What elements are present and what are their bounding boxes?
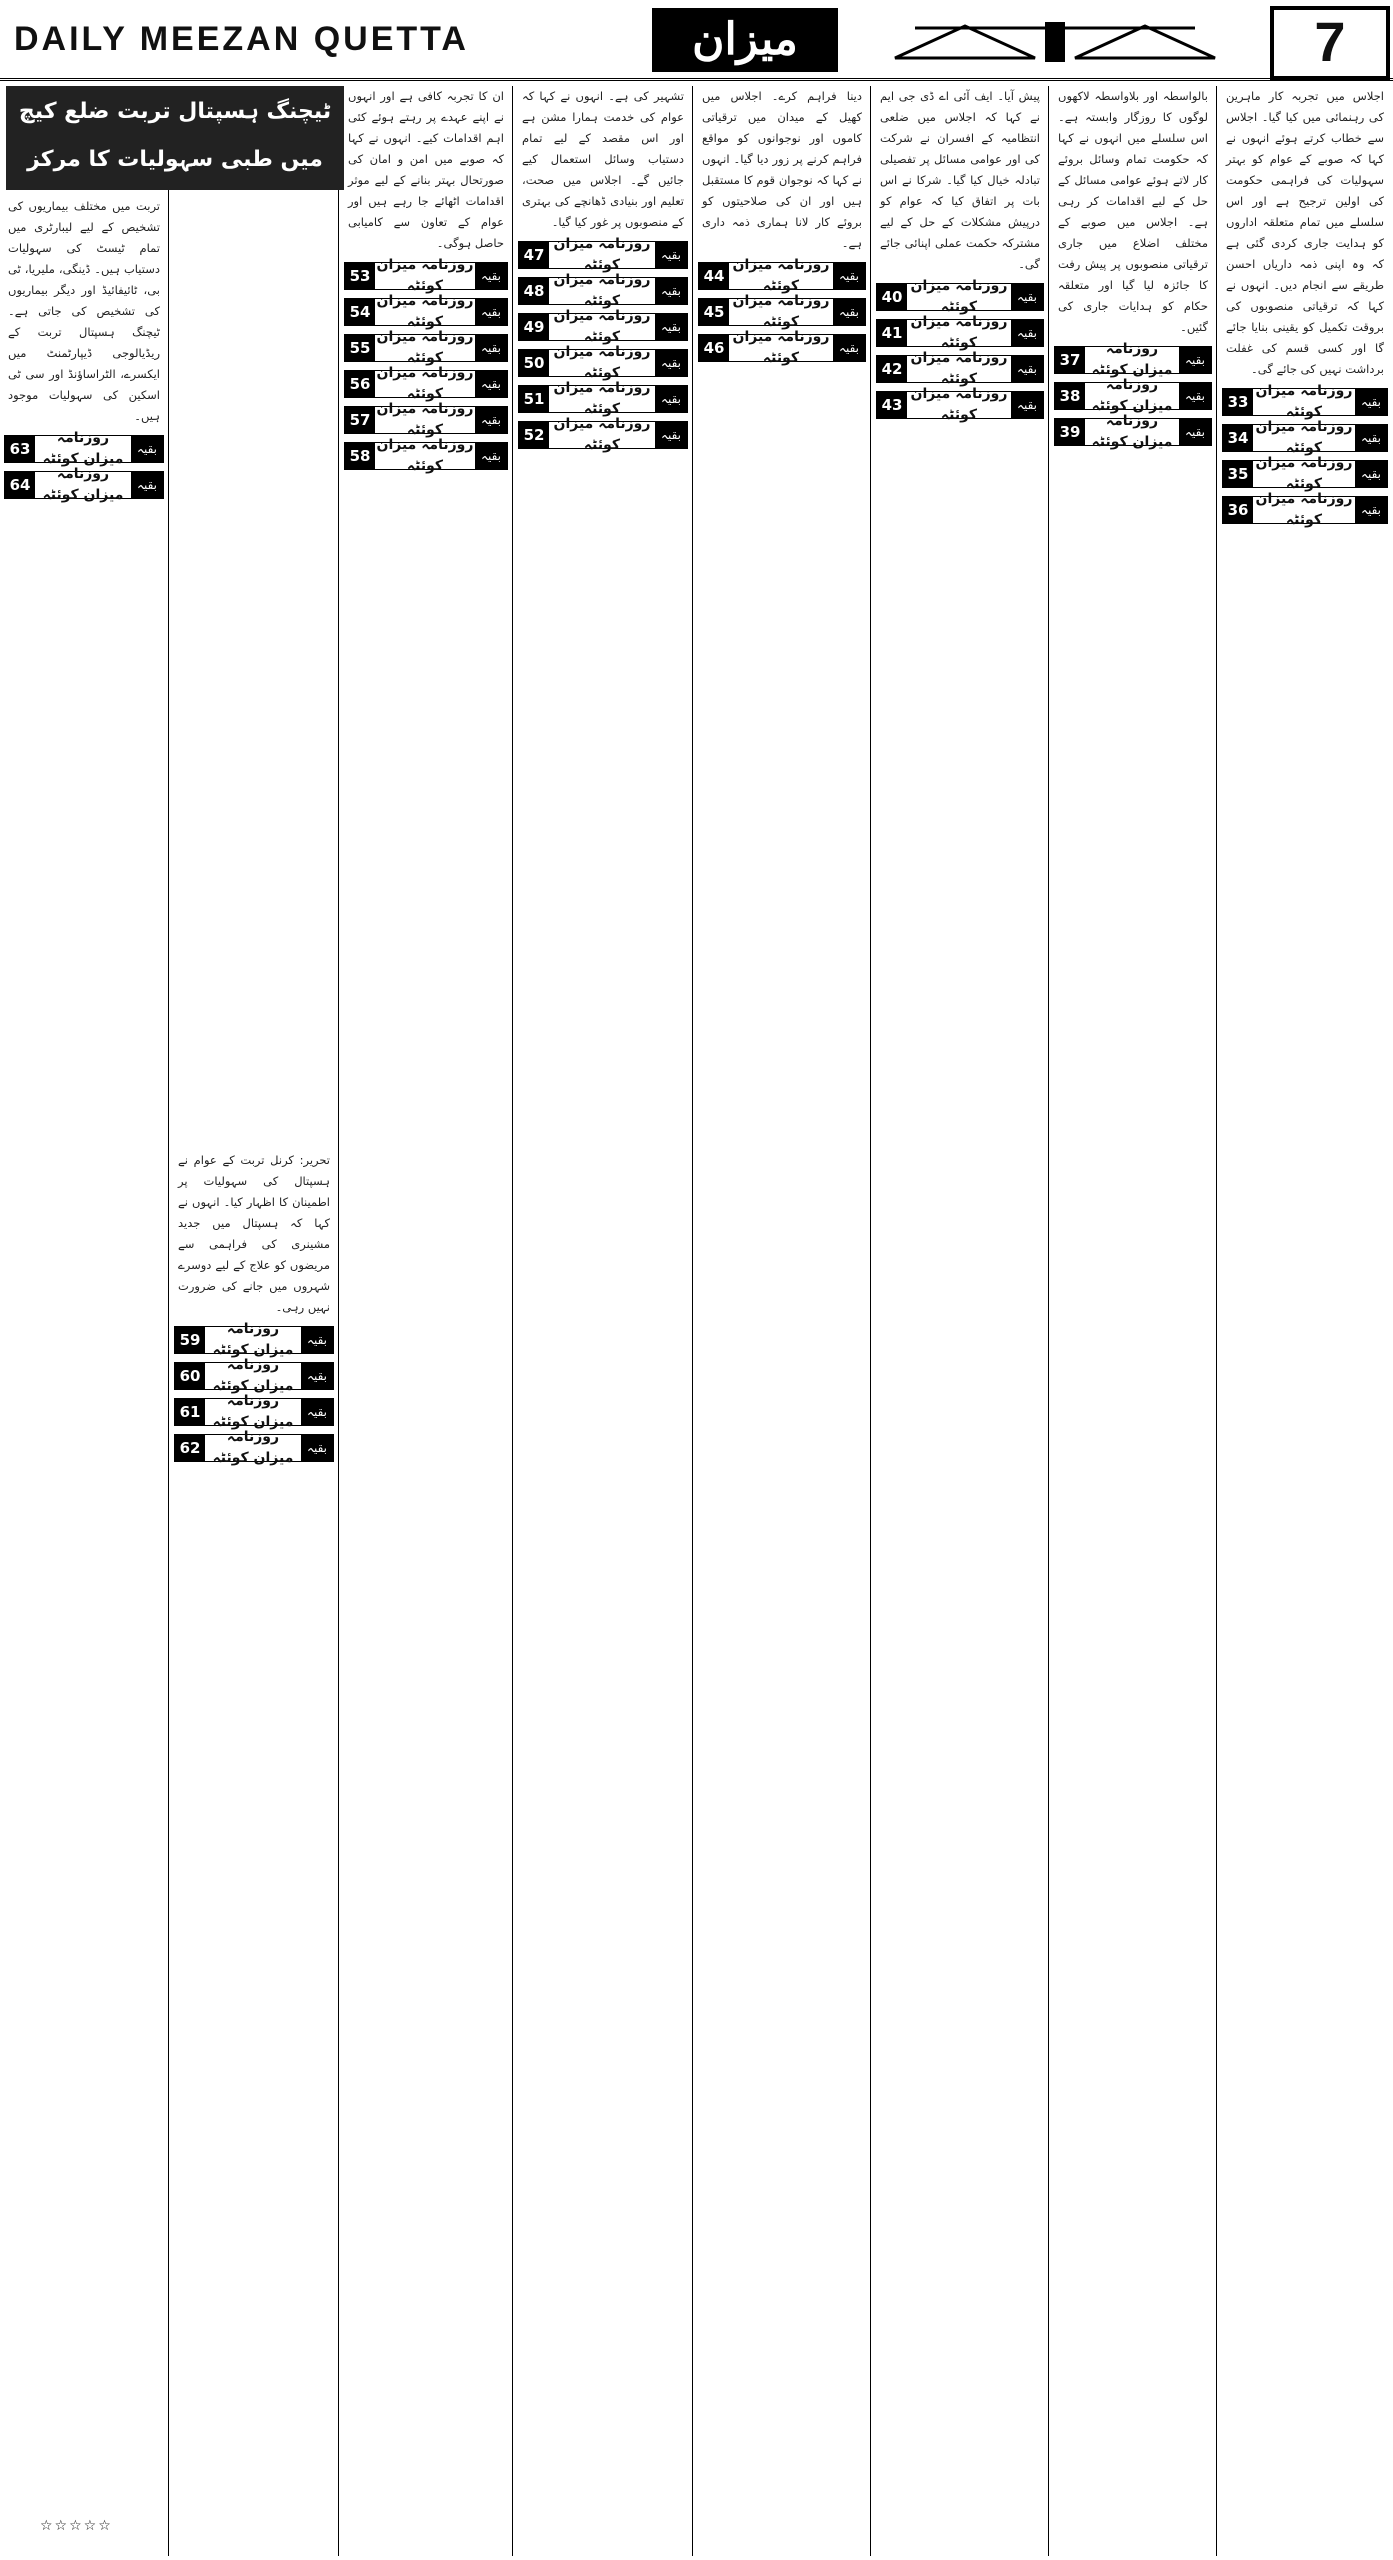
continuation-tag: بقیہ bbox=[131, 436, 163, 462]
continuation-box bbox=[1054, 413, 1212, 450]
continuation-label: روزنامہ میزان کوئٹہ bbox=[1255, 491, 1353, 528]
continuation-tag: بقیہ bbox=[655, 350, 687, 376]
continuation-label: روزنامہ میزان کوئٹہ bbox=[910, 350, 1008, 387]
continuation-box bbox=[344, 365, 508, 402]
continuation-number: 57 bbox=[345, 407, 375, 433]
continuation-label: روزنامہ میزان کوئٹہ bbox=[212, 1321, 294, 1358]
continuation-tag: بقیہ bbox=[833, 263, 865, 289]
continuation-label: روزنامہ میزان کوئٹہ bbox=[553, 308, 651, 345]
column-2 bbox=[1054, 86, 1212, 2556]
continuation-number: 37 bbox=[1055, 347, 1085, 373]
continuation-box bbox=[1222, 455, 1388, 492]
continuation-number: 55 bbox=[345, 335, 375, 361]
continuation-box bbox=[518, 344, 688, 381]
continuation-number: 58 bbox=[345, 443, 375, 469]
continuation-box bbox=[518, 380, 688, 417]
continuation-number: 53 bbox=[345, 263, 375, 289]
continuation-tag: بقیہ bbox=[301, 1399, 333, 1425]
continuation-box bbox=[344, 329, 508, 366]
continuation-tag: بقیہ bbox=[301, 1363, 333, 1389]
continuation-box bbox=[518, 236, 688, 273]
continuation-number: 48 bbox=[519, 278, 549, 304]
continuation-box bbox=[518, 416, 688, 453]
continuation-label: روزنامہ میزان کوئٹہ bbox=[1255, 455, 1353, 492]
continuation-number: 61 bbox=[175, 1399, 205, 1425]
continuation-label: روزنامہ میزان کوئٹہ bbox=[376, 257, 474, 294]
column-4 bbox=[698, 86, 866, 2556]
continuation-box bbox=[1222, 383, 1388, 420]
continuation-label: روزنامہ میزان کوئٹہ bbox=[212, 1357, 294, 1394]
continuation-label: روزنامہ میزان کوئٹہ bbox=[910, 278, 1008, 315]
continuation-label: روزنامہ میزان کوئٹہ bbox=[553, 380, 651, 417]
continuation-label: روزنامہ میزان کوئٹہ bbox=[1091, 413, 1173, 450]
continuation-number: 33 bbox=[1223, 389, 1253, 415]
continuation-tag: بقیہ bbox=[655, 242, 687, 268]
continuation-box bbox=[344, 401, 508, 438]
scales-of-justice-icon bbox=[885, 18, 1225, 66]
continuation-tag: بقیہ bbox=[301, 1435, 333, 1461]
continuation-number: 60 bbox=[175, 1363, 205, 1389]
continuation-label: روزنامہ میزان کوئٹہ bbox=[376, 401, 474, 438]
continuation-label: روزنامہ میزان کوئٹہ bbox=[910, 314, 1008, 351]
continuation-number: 34 bbox=[1223, 425, 1253, 451]
continuation-number: 40 bbox=[877, 284, 907, 310]
continuation-label: روزنامہ میزان کوئٹہ bbox=[1255, 419, 1353, 456]
continuation-number: 36 bbox=[1223, 497, 1253, 523]
continuation-tag: بقیہ bbox=[1011, 284, 1043, 310]
continuation-box bbox=[1222, 419, 1388, 456]
continuation-box bbox=[698, 329, 866, 366]
continuation-tag: بقیہ bbox=[131, 472, 163, 498]
continuation-label: روزنامہ میزان کوئٹہ bbox=[1091, 341, 1173, 378]
headline-box: ٹیچنگ ہسپتال تربت ضلع کیچ میں طبی سہولیات کا مرکز bbox=[6, 86, 344, 190]
continuation-tag: بقیہ bbox=[1179, 347, 1211, 373]
continuation-label: روزنامہ میزان کوئٹہ bbox=[376, 329, 474, 366]
continuation-number: 44 bbox=[699, 263, 729, 289]
article-paragraph: ان کا تجربہ کافی ہے اور انہوں نے اپنے عہدے پر رہتے ہوئے کئی اہم اقدامات کیے۔ انہوں نے کہا کہ صوبے میں امن و امان کی صورتحال بہتر بنانے کے لیے موثر اقدامات اٹھائے جا رہے ہیں اور عوام کے تعاون سے کامیابی حاصل ہوگی۔ bbox=[348, 89, 504, 250]
continuation-label: روزنامہ میزان کوئٹہ bbox=[553, 272, 651, 309]
continuation-tag: بقیہ bbox=[475, 443, 507, 469]
continuation-number: 45 bbox=[699, 299, 729, 325]
article-paragraph: دینا فراہم کرے۔ اجلاس میں کھیل کے میدان میں ترقیاتی کاموں اور نوجوانوں کو مواقع فراہم کرنے پر زور دیا گیا۔ انہوں نے کہا کہ نوجوان قوم کا مستقبل ہیں اور ان کی صلاحیتوں کو بروئے کار لانا ہماری ذمہ داری ہے۔ bbox=[702, 89, 862, 250]
continuation-tag: بقیہ bbox=[1011, 320, 1043, 346]
continuation-box bbox=[518, 308, 688, 345]
article-paragraph: بالواسطہ اور بلاواسطہ لاکھوں لوگوں کا روزگار وابستہ ہے۔ اس سلسلے میں انہوں نے کہا کہ حکومت تمام وسائل بروئے کار لاتے ہوئے عوامی مسائل کے حل کے لیے اقدامات کر رہی ہے۔ اجلاس میں صوبے کے مختلف اضلاع میں جاری ترقیاتی منصوبوں پر پیش رفت کا جائزہ لیا گیا اور متعلقہ حکام کو ہدایات جاری کی گئیں۔ bbox=[1058, 89, 1208, 334]
continuation-number: 62 bbox=[175, 1435, 205, 1461]
continuation-box bbox=[4, 466, 164, 503]
continuation-tag: بقیہ bbox=[833, 299, 865, 325]
continuation-label: روزنامہ میزان کوئٹہ bbox=[42, 430, 124, 467]
continuation-number: 59 bbox=[175, 1327, 205, 1353]
continuation-tag: بقیہ bbox=[833, 335, 865, 361]
column-6 bbox=[344, 86, 508, 2556]
continuation-box bbox=[174, 1321, 334, 1358]
continuation-box bbox=[876, 350, 1044, 387]
continuation-number: 56 bbox=[345, 371, 375, 397]
continuation-number: 46 bbox=[699, 335, 729, 361]
continuation-tag: بقیہ bbox=[475, 407, 507, 433]
continuation-tag: بقیہ bbox=[1011, 392, 1043, 418]
continuation-tag: بقیہ bbox=[655, 422, 687, 448]
continuation-box bbox=[174, 1393, 334, 1430]
article-paragraph: تربت میں مختلف بیماریوں کی تشخیص کے لیے لیبارٹری میں تمام ٹیسٹ کی سہولیات دستیاب ہیں۔ ڈینگی، ملیریا، ٹی بی، ٹائیفائیڈ اور دیگر بیماریوں کی تشخیص کی جاتی ہے۔ ٹیچنگ ہسپتال تربت کے ریڈیالوجی ڈیپارٹمنٹ میں ایکسرے، الٹراساؤنڈ اور سی ٹی اسکین کی سہولیات موجود ہیں۔ bbox=[8, 199, 160, 423]
continuation-label: روزنامہ میزان کوئٹہ bbox=[212, 1393, 294, 1430]
column-3 bbox=[876, 86, 1044, 2556]
continuation-number: 52 bbox=[519, 422, 549, 448]
continuation-box bbox=[174, 1429, 334, 1466]
continuation-number: 47 bbox=[519, 242, 549, 268]
continuation-number: 42 bbox=[877, 356, 907, 382]
continuation-number: 54 bbox=[345, 299, 375, 325]
continuation-label: روزنامہ میزان کوئٹہ bbox=[553, 236, 651, 273]
continuation-label: روزنامہ میزان کوئٹہ bbox=[376, 437, 474, 474]
continuation-label: روزنامہ میزان کوئٹہ bbox=[732, 257, 830, 294]
column-1 bbox=[1222, 86, 1388, 2556]
continuation-label: روزنامہ میزان کوئٹہ bbox=[376, 365, 474, 402]
continuation-number: 63 bbox=[5, 436, 35, 462]
continuation-tag: بقیہ bbox=[655, 386, 687, 412]
continuation-tag: بقیہ bbox=[475, 299, 507, 325]
continuation-tag: بقیہ bbox=[1355, 497, 1387, 523]
continuation-tag: بقیہ bbox=[655, 278, 687, 304]
continuation-box bbox=[344, 437, 508, 474]
continuation-box bbox=[876, 314, 1044, 351]
continuation-box bbox=[876, 278, 1044, 315]
continuation-label: روزنامہ میزان کوئٹہ bbox=[1255, 383, 1353, 420]
continuation-tag: بقیہ bbox=[1355, 389, 1387, 415]
continuation-number: 35 bbox=[1223, 461, 1253, 487]
continuation-label: روزنامہ میزان کوئٹہ bbox=[553, 416, 651, 453]
continuation-tag: بقیہ bbox=[1179, 419, 1211, 445]
continuation-label: روزنامہ میزان کوئٹہ bbox=[553, 344, 651, 381]
continuation-box bbox=[698, 257, 866, 294]
continuation-label: روزنامہ میزان کوئٹہ bbox=[1091, 377, 1173, 414]
continuation-number: 51 bbox=[519, 386, 549, 412]
urdu-logo: میزان bbox=[652, 8, 838, 72]
continuation-tag: بقیہ bbox=[475, 263, 507, 289]
continuation-number: 64 bbox=[5, 472, 35, 498]
continuation-number: 49 bbox=[519, 314, 549, 340]
footer-stars: ☆☆☆☆☆ bbox=[40, 2518, 113, 2534]
newspaper-title: DAILY MEEZAN QUETTA bbox=[14, 20, 469, 58]
article-paragraph: تحریر: کرنل تربت کے عوام نے ہسپتال کی سہولیات پر اطمینان کا اظہار کیا۔ انہوں نے کہا کہ ہسپتال میں جدید مشینری کی فراہمی سے مریضوں کو علاج کے لیے دوسرے شہروں میں جانے کی ضرورت نہیں رہی۔ bbox=[178, 1153, 330, 1314]
continuation-tag: بقیہ bbox=[475, 371, 507, 397]
column-5 bbox=[518, 86, 688, 2556]
continuation-box bbox=[1054, 341, 1212, 378]
continuation-box bbox=[174, 1357, 334, 1394]
continuation-box bbox=[1054, 377, 1212, 414]
continuation-label: روزنامہ میزان کوئٹہ bbox=[212, 1429, 294, 1466]
continuation-tag: بقیہ bbox=[475, 335, 507, 361]
column-7 bbox=[174, 1150, 334, 2556]
continuation-number: 41 bbox=[877, 320, 907, 346]
continuation-box bbox=[4, 430, 164, 467]
continuation-tag: بقیہ bbox=[1179, 383, 1211, 409]
continuation-label: روزنامہ میزان کوئٹہ bbox=[376, 293, 474, 330]
continuation-label: روزنامہ میزان کوئٹہ bbox=[732, 329, 830, 366]
continuation-tag: بقیہ bbox=[1355, 425, 1387, 451]
continuation-box bbox=[1222, 491, 1388, 528]
continuation-number: 38 bbox=[1055, 383, 1085, 409]
article-paragraph: اجلاس میں تجربہ کار ماہرین کی رہنمائی میں کیا گیا۔ اجلاس سے خطاب کرتے ہوئے انہوں نے کہا کہ صوبے کے عوام کو بہتر سہولیات کی فراہمی حکومت کی اولین ترجیح ہے اور اس سلسلے میں تمام متعلقہ اداروں کو ہدایت جاری کردی گئی ہے کہ وہ اپنی ذمہ داریاں احسن طریقے سے انجام دیں۔ انہوں نے کہا کہ ترقیاتی منصوبوں کی بروقت تکمیل کو یقینی بنایا جائے گا اور کسی قسم کی غفلت برداشت نہیں کی جائے گی۔ bbox=[1226, 89, 1384, 376]
continuation-box bbox=[518, 272, 688, 309]
article-paragraph: پیش آیا۔ ایف آئی اے ڈی جی ایم نے کہا کہ اجلاس میں ضلعی انتظامیہ کے افسران نے شرکت کی اور عوامی مسائل پر تفصیلی تبادلہ خیال کیا گیا۔ شرکا نے اس بات پر اتفاق کیا کہ عوام کو درپیش مشکلات کے حل کے لیے مشترکہ حکمت عملی اپنائی جائے گی۔ bbox=[880, 89, 1040, 271]
continuation-tag: بقیہ bbox=[301, 1327, 333, 1353]
continuation-box bbox=[344, 293, 508, 330]
continuation-label: روزنامہ میزان کوئٹہ bbox=[910, 386, 1008, 423]
continuation-tag: بقیہ bbox=[1011, 356, 1043, 382]
continuation-tag: بقیہ bbox=[1355, 461, 1387, 487]
masthead bbox=[0, 0, 1393, 81]
continuation-box bbox=[876, 386, 1044, 423]
continuation-label: روزنامہ میزان کوئٹہ bbox=[732, 293, 830, 330]
article-paragraph: تشہیر کی ہے۔ انہوں نے کہا کہ عوام کی خدمت ہمارا مشن ہے اور اس مقصد کے لیے تمام دستیاب وسائل استعمال کیے جائیں گے۔ اجلاس میں صحت، تعلیم اور بنیادی ڈھانچے کی بہتری کے منصوبوں پر غور کیا گیا۔ bbox=[522, 89, 684, 229]
continuation-number: 50 bbox=[519, 350, 549, 376]
continuation-number: 43 bbox=[877, 392, 907, 418]
continuation-tag: بقیہ bbox=[655, 314, 687, 340]
page-number: 7 bbox=[1270, 6, 1390, 80]
continuation-label: روزنامہ میزان کوئٹہ bbox=[42, 466, 124, 503]
column-8 bbox=[4, 196, 164, 2506]
continuation-box bbox=[344, 257, 508, 294]
continuation-number: 39 bbox=[1055, 419, 1085, 445]
continuation-box bbox=[698, 293, 866, 330]
